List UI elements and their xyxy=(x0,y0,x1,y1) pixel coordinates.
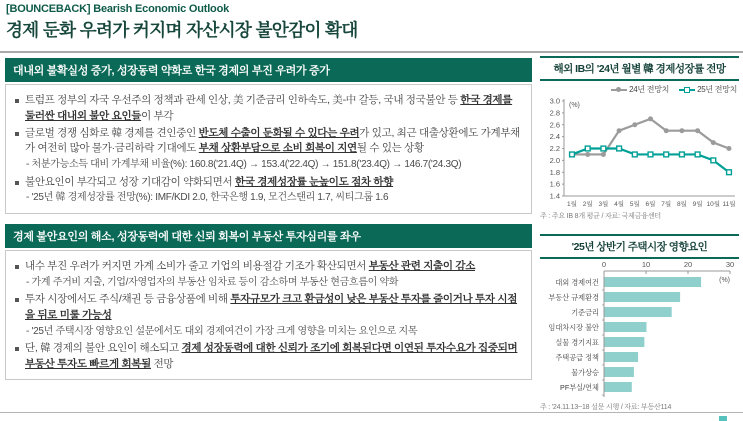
bullet-item xyxy=(15,93,522,125)
chart-note: 주 : '24.11.13~18 설문 시행 / 자료: 부동산114 xyxy=(540,404,672,411)
bullet-text: 글로벌 경쟁 심화로 韓 경제를 견인중인 반도체 수출이 둔화될 수 있다는 우려가 있고, 최근 대출상환에도 가계부채가 여전히 많아 물가·금리하락 기대에도 부채 상환부담으로 소비 회복이 지연될 수 있는 상황 xyxy=(25,126,521,155)
svg-text:6월: 6월 xyxy=(645,201,656,208)
svg-text:3.0: 3.0 xyxy=(549,96,560,106)
sub-bullet: - '25년 주택시장 영향요인 설문에서도 대외 경제여건이 가장 크게 영향을 미치는 요인으로 지목 xyxy=(26,325,418,337)
brand-text: [BOUNCEBACK] Bearish Economic Outlook xyxy=(6,3,230,15)
svg-text:9월: 9월 xyxy=(692,201,703,208)
sub-bullet: - 가계 주거비 지출, 기업/자영업자의 부동산 임차료 등이 감소하며 부동산 현금흐름이 약화 xyxy=(26,276,399,288)
section-header: 경제 불안요인의 해소, 성장동력에 대한 신뢰 회복이 부동산 투자심리를 좌우 xyxy=(5,224,532,248)
bullet-marker xyxy=(15,181,19,185)
svg-text:2.6: 2.6 xyxy=(549,120,560,130)
right-column xyxy=(540,56,739,412)
bar-chart xyxy=(540,259,739,401)
svg-text:7월: 7월 xyxy=(661,201,672,208)
bullet-marker xyxy=(15,265,19,269)
footer-page-mark xyxy=(719,416,727,421)
svg-text:임대차시장 불안: 임대차시장 불안 xyxy=(548,323,599,332)
svg-text:10월: 10월 xyxy=(706,201,721,208)
svg-text:주택공급 정책: 주택공급 정책 xyxy=(555,353,599,362)
svg-text:대외 경제여건: 대외 경제여건 xyxy=(555,278,599,287)
legend-line-swatch xyxy=(679,89,695,91)
svg-text:2.8: 2.8 xyxy=(549,108,560,118)
section-header: 대내외 불확실성 증가, 성장동력 약화로 한국 경제의 부진 우려가 증가 xyxy=(5,58,532,82)
svg-text:2.0: 2.0 xyxy=(549,155,560,165)
svg-text:1월: 1월 xyxy=(567,201,577,208)
svg-text:4월: 4월 xyxy=(614,201,625,208)
bullet-item xyxy=(15,259,522,275)
bullet-item xyxy=(15,126,522,158)
bullet-text: 트럼프 정부의 자국 우선주의 정책과 관세 인상, 美 기준금리 인하속도, 美-中 갈등, 국내 정국불안 등 한국 경제를 둘러싼 대내외 불안 요인들이 부각 xyxy=(25,94,513,122)
svg-text:2월: 2월 xyxy=(582,201,593,208)
bullet-item xyxy=(15,292,522,324)
bullet-marker xyxy=(15,99,19,103)
svg-text:11월: 11월 xyxy=(722,201,736,208)
section-body xyxy=(5,84,532,214)
svg-text:1.6: 1.6 xyxy=(549,179,560,189)
svg-text:(%): (%) xyxy=(719,277,730,284)
chart-title: 해외 IB의 '24년 월별 韓 경제성장률 전망 xyxy=(540,56,739,81)
line-chart xyxy=(540,96,739,210)
sub-bullet: - '25년 韓 경제성장률 전망(%): IMF/KDI 2.0, 한국은행 1.9, 모건스탠리 1.7, 씨티그룹 1.6 xyxy=(26,192,389,204)
svg-text:실물 경기지표: 실물 경기지표 xyxy=(555,338,599,347)
chart-panel-ib-forecast xyxy=(540,56,739,221)
svg-text:2.2: 2.2 xyxy=(549,144,560,153)
section-economy-concern xyxy=(5,58,532,214)
svg-text:기준금리: 기준금리 xyxy=(571,308,599,317)
svg-text:30: 30 xyxy=(725,260,735,269)
legend-line-swatch xyxy=(611,89,627,91)
svg-text:물가상승: 물가상승 xyxy=(571,368,599,377)
bullet-text: 내수 부진 우려가 커지면 가계 소비가 줄고 기업의 비용절감 기조가 확산되면서 부동산 관련 지출이 감소 xyxy=(25,259,476,272)
title-divider xyxy=(0,51,743,53)
bullet-item xyxy=(15,175,522,191)
svg-text:5월: 5월 xyxy=(629,201,640,208)
svg-text:8월: 8월 xyxy=(676,201,687,208)
legend xyxy=(540,83,737,96)
legend-label: 25년 전망치 xyxy=(697,85,737,94)
svg-text:20: 20 xyxy=(683,260,693,269)
footer-divider xyxy=(0,412,743,413)
legend-item-24 xyxy=(611,84,669,95)
svg-text:1.8: 1.8 xyxy=(549,167,560,177)
section-body xyxy=(5,250,532,380)
bullet-marker xyxy=(15,298,19,302)
svg-text:부동산 규제환경: 부동산 규제환경 xyxy=(548,293,599,302)
section-real-estate-sentiment xyxy=(5,224,532,380)
sub-bullet: - 처분가능소득 대비 가계부채 비율(%): 160.8('21.4Q) → 153.4('22.4Q) → 151.8('23.4Q) → 146.7('24.3Q) xyxy=(26,159,462,170)
legend-marker-icon xyxy=(684,87,690,93)
svg-text:PF부실/연체: PF부실/연체 xyxy=(560,383,599,392)
bullet-text: 단, 韓 경제의 불안 요인이 해소되고 경제 성장동력에 대한 신뢰가 조기에 회복된다면 이연된 투자수요가 집중되며 부동산 투자도 빠르게 회복될 전망 xyxy=(25,342,518,370)
bullet-marker xyxy=(15,132,19,136)
chart-title: '25년 상반기 주택시장 영향요인 xyxy=(540,234,739,259)
legend-label: 24년 전망치 xyxy=(629,85,670,94)
svg-text:1.4: 1.4 xyxy=(549,191,560,201)
bullet-item xyxy=(15,341,522,373)
svg-text:3월: 3월 xyxy=(598,201,609,208)
page-title: 경제 둔화 우려가 커지며 자산시장 불안감이 확대 xyxy=(6,20,358,40)
left-column xyxy=(5,58,532,380)
chart-note: 주 : 주요 IB 8개 평균 / 자료: 국제금융센터 xyxy=(540,213,661,220)
svg-text:2.4: 2.4 xyxy=(549,132,560,142)
bullet-marker xyxy=(15,347,19,351)
legend-marker-icon xyxy=(616,87,621,92)
svg-text:(%): (%) xyxy=(569,102,580,109)
legend-item-25 xyxy=(679,84,737,95)
svg-text:10: 10 xyxy=(641,260,651,269)
bullet-text: 불안요인이 부각되고 성장 기대감이 약화되면서 한국 경제성장률 눈높이도 점차 하향 xyxy=(25,175,394,188)
chart-panel-housing-factors xyxy=(540,234,739,412)
svg-text:0: 0 xyxy=(601,260,607,269)
bullet-text: 투자 시장에서도 주식/채권 등 금융상품에 비해 투자규모가 크고 환금성이 낮은 부동산 투자를 줄이거나 투자 시점을 뒤로 미룰 가능성 xyxy=(25,293,518,321)
